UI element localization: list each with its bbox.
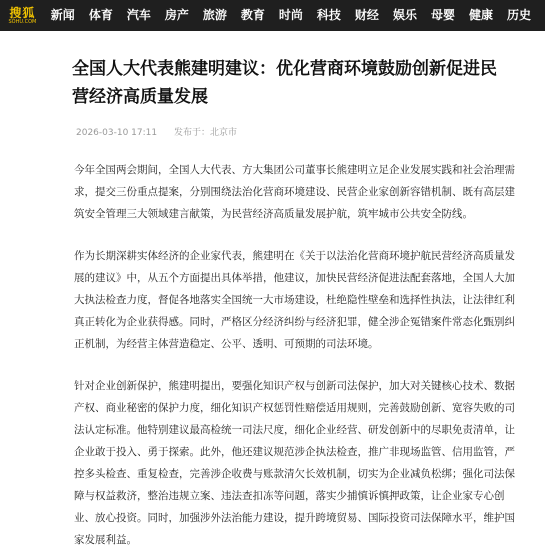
article-paragraph: 作为长期深耕实体经济的企业家代表，熊建明在《关于以法治化营商环境护航民营经济高质量发展的建议》中，从五个方面提出具体举措，他建议，加快民营经济促进法配套落地，全国人大加大执法检查力度，督促各地落实全国统一大市场建设，杜绝隐性壁垒和选择性执法，让法律红利真正转化为企业获得感。同时，严格区分经济纠纷与经济犯罪，健全涉企冤错案件常态化甄别纠正机制，为经营主体营造稳定、公平、透明、可预期的司法环境。 (74, 250, 515, 350)
article-paragraph: 今年全国两会期间，全国人大代表、方大集团公司董事长熊建明立足企业发展实践和社会治理需求，提交三份重点提案，分别围绕法治化营商环境建设、民营企业家创新容错机制、既有高层建筑安全管理三大领域建言献策，为民营经济高质量发展护航，筑牢城市公共安全防线。 (74, 164, 515, 220)
article-container (0, 55, 545, 551)
nav-item-parenting[interactable]: 母婴 (430, 8, 455, 22)
nav-item-fashion[interactable]: 时尚 (278, 8, 303, 22)
nav-item-health[interactable]: 健康 (468, 8, 493, 22)
article-paragraph: 针对企业创新保护，熊建明提出，要强化知识产权与创新司法保护，加大对关键核心技术、数据产权、商业秘密的保护力度，细化知识产权惩罚性赔偿适用规则，完善鼓励创新、宽容失败的司法认定标准。他特别建议最高检统一司法尺度，细化企业经营、研发创新中的尽职免责清单，让企业敢于投入、勇于探索。此外，他还建议规范涉企执法检查，推广非现场监管、信用监管，严控多头检查、重复检查，完善涉企收费与账款清欠长效机制，切实为企业减负松绑；强化司法保障与权益救济，整治违规立案、违法查扣冻等问题，落实少捕慎诉慎押政策，让企业家专心创业、放心投资。同时，加强涉外法治能力建设，提升跨境贸易、国际投资司法保障水平，维护国家发展利益。 (74, 380, 515, 546)
nav-item-auto[interactable]: 汽车 (126, 8, 151, 22)
logo-text: 搜狐 (9, 5, 36, 20)
top-navigation-bar (0, 0, 545, 31)
nav-item-entertainment[interactable]: 娱乐 (392, 8, 417, 22)
logo-subtext: SOHU.COM (8, 18, 37, 25)
nav-item-tech[interactable]: 科技 (316, 8, 341, 22)
nav-item-history[interactable]: 历史 (506, 8, 531, 22)
channel-nav (51, 0, 545, 31)
nav-item-travel[interactable]: 旅游 (202, 8, 227, 22)
nav-item-finance[interactable]: 财经 (354, 8, 379, 22)
article-title: 全国人大代表熊建明建议：优化营商环境鼓励创新促进民营经济高质量发展 (72, 59, 497, 107)
publish-date: 2026-03-10 17:11 (76, 128, 158, 138)
nav-item-news[interactable]: 新闻 (50, 8, 75, 22)
article-meta (76, 125, 523, 138)
nav-item-sports[interactable]: 体育 (88, 8, 113, 22)
publish-source: 发布于：北京市 (173, 128, 237, 138)
sohu-logo[interactable] (8, 0, 37, 31)
nav-item-property[interactable]: 房产 (164, 8, 189, 22)
nav-item-education[interactable]: 教育 (240, 8, 265, 22)
